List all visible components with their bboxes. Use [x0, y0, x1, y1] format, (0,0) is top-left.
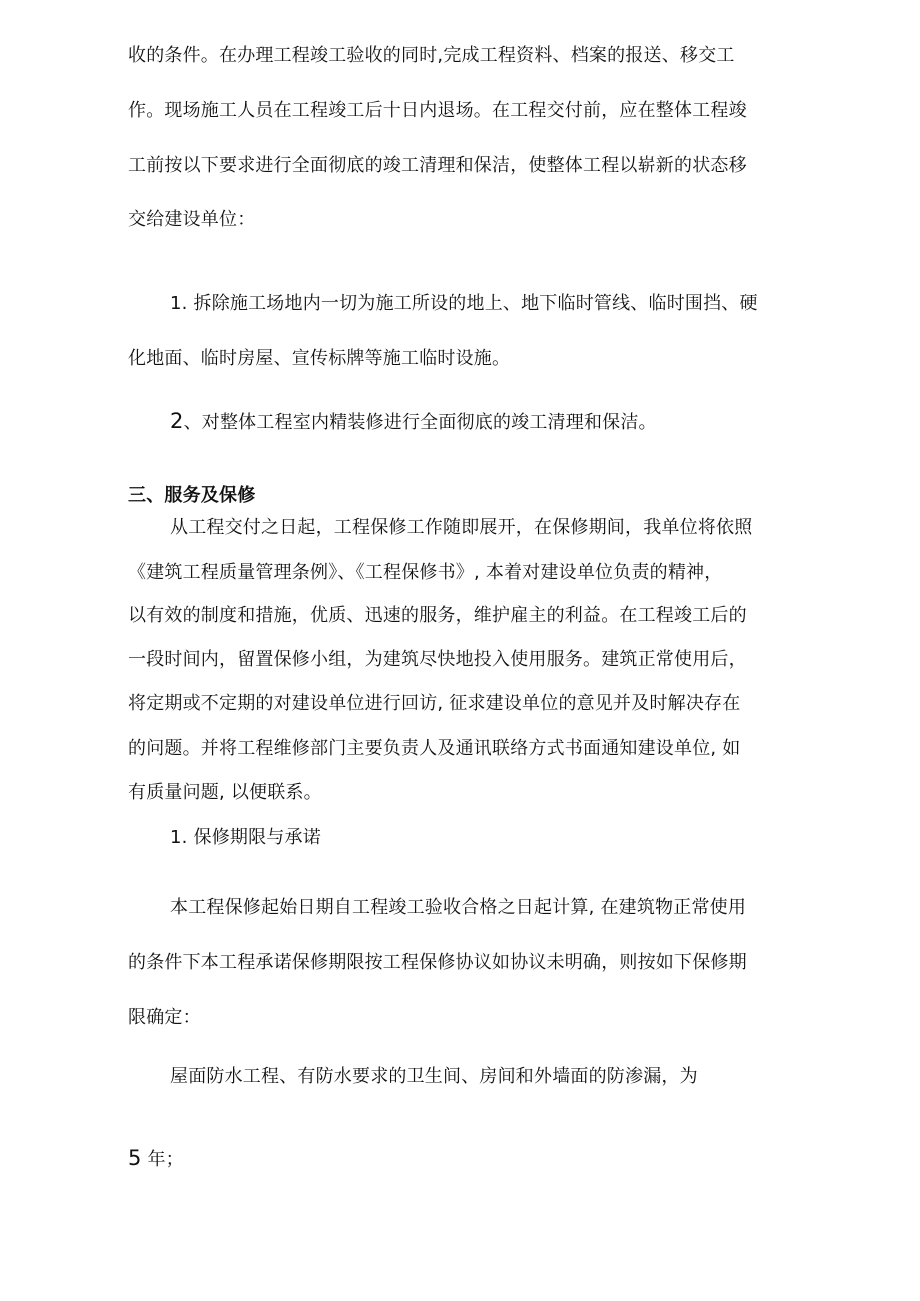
intro-line-2: 作。现场施工人员在工程竣工后十日内退场。在工程交付前，应在整体工程竣 — [128, 100, 747, 121]
item2-line — [170, 409, 657, 435]
service-line-2: 《建筑工程质量管理条例》、《工程保修书》, 本着对建设单位负责的精神， — [128, 562, 723, 583]
warranty-years-number: 5 — [128, 1146, 142, 1170]
warranty-line-1: 本工程保修起始日期自工程竣工验收合格之日起计算, 在建筑物正常使用 — [170, 897, 747, 918]
item1-line-1: 1. 拆除施工场地内一切为施工所设的地上、地下临时管线、临时围挡、硬 — [170, 293, 758, 314]
item2-number: 2 — [170, 409, 184, 433]
service-line-5: 将定期或不定期的对建设单位进行回访, 征求建设单位的意见并及时解决存在 — [128, 693, 741, 714]
warranty-years-unit: 年； — [141, 1149, 184, 1170]
warranty-subheading: 1. 保修期限与承诺 — [170, 827, 321, 848]
service-line-6: 的问题。并将工程维修部门主要负责人及通讯联络方式书面通知建设单位, 如 — [128, 738, 741, 759]
service-line-1: 从工程交付之日起，工程保修工作随即展开，在保修期间，我单位将依照 — [170, 517, 753, 538]
item2-text: 、对整体工程室内精装修进行全面彻底的竣工清理和保洁。 — [183, 412, 657, 433]
warranty-line-2: 的条件下本工程承诺保修期限按工程保修协议如协议未明确，则按如下保修期 — [128, 952, 747, 973]
service-line-3: 以有效的制度和措施，优质、迅速的服务，维护雇主的利益。在工程竣工后的 — [128, 605, 747, 626]
service-line-7: 有质量问题, 以便联系。 — [128, 782, 322, 803]
roof-waterproof-line: 屋面防水工程、有防水要求的卫生间、房间和外墙面的防渗漏，为 — [170, 1066, 698, 1087]
intro-line-4: 交给建设单位： — [128, 209, 256, 230]
item1-line-2: 化地面、临时房屋、宣传标牌等施工临时设施。 — [128, 348, 511, 369]
warranty-years — [128, 1146, 184, 1172]
section-heading: 三、服务及保修 — [128, 485, 256, 506]
intro-line-1: 收的条件。在办理工程竣工验收的同时,完成工程资料、档案的报送、移交工 — [128, 45, 735, 66]
service-line-4: 一段时间内，留置保修小组，为建筑尽快地投入使用服务。建筑正常使用后， — [128, 649, 747, 670]
intro-line-3: 工前按以下要求进行全面彻底的竣工清理和保洁，使整体工程以崭新的状态移 — [128, 155, 747, 176]
warranty-line-3: 限确定： — [128, 1007, 201, 1028]
